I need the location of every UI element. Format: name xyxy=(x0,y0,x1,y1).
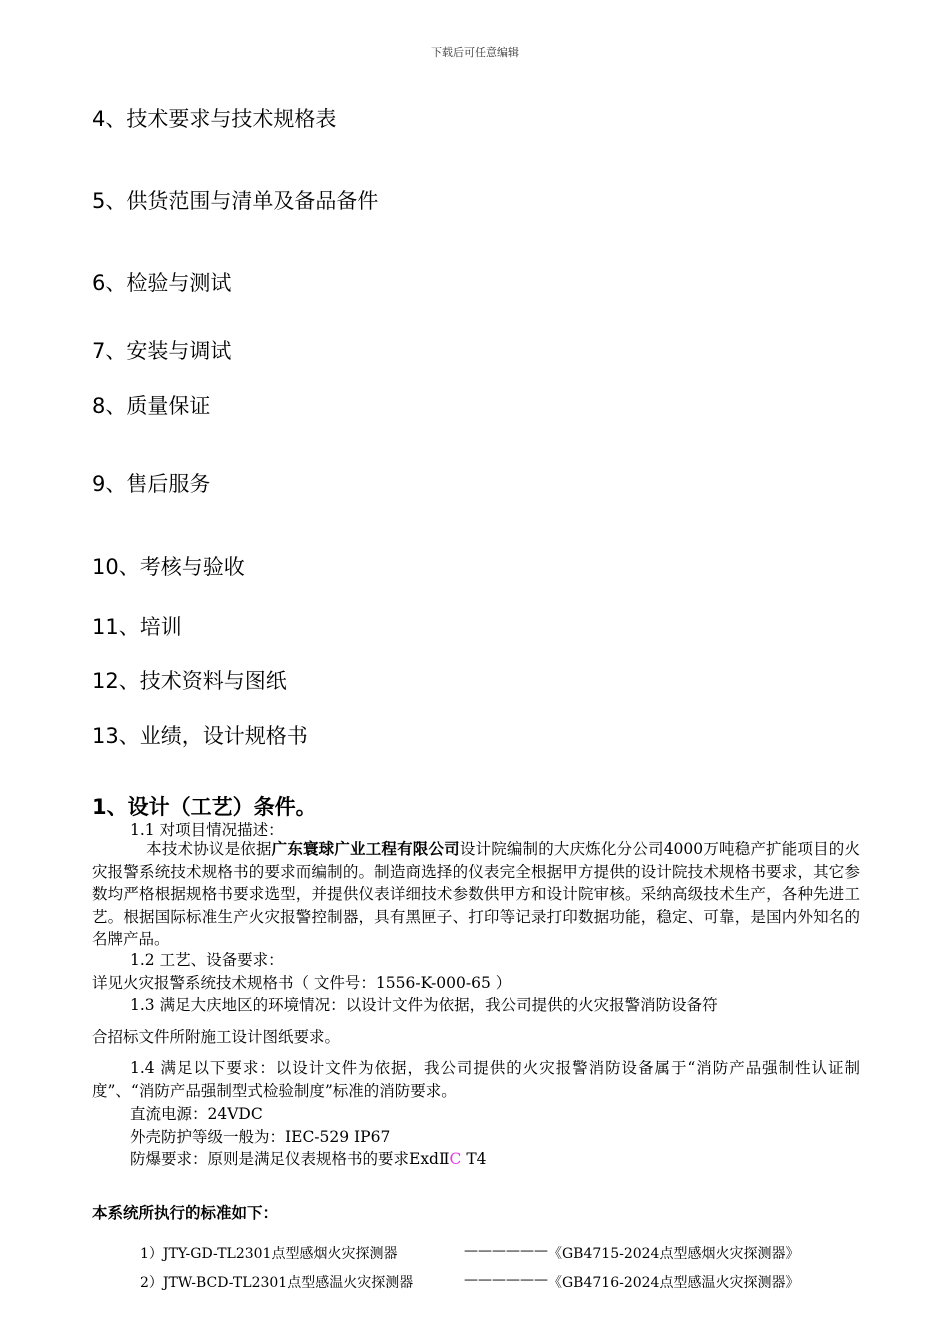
ex-temp-class: T4 xyxy=(461,1150,487,1168)
company-name: 广东寰球广业工程有限公司 xyxy=(271,840,460,858)
toc-item-11: 11、培训 xyxy=(92,615,182,639)
ex-gas-group: C xyxy=(449,1150,462,1168)
subsection-1-1: 1.1 对项目情况描述： xyxy=(130,821,284,839)
toc-item-12: 12、技术资料与图纸 xyxy=(92,669,287,693)
paragraph-lead: 本技术协议是依据 xyxy=(146,840,272,858)
ex-prefix: 防爆要求：原则是满足仪表规格书的要求ExdⅡ xyxy=(130,1150,450,1168)
paragraph-project-description xyxy=(92,838,860,951)
toc-item-8: 8、质量保证 xyxy=(92,394,211,418)
toc-item-13: 13、业绩，设计规格书 xyxy=(92,724,308,748)
toc-item-6: 6、检验与测试 xyxy=(92,271,232,295)
standard-product-1: 1）JTY-GD-TL2301点型感烟火灾探测器 xyxy=(140,1246,398,1262)
standard-product-2: 2）JTW-BCD-TL2301点型感温火灾探测器 xyxy=(140,1275,414,1291)
page-header: 下载后可任意编辑 xyxy=(431,46,519,59)
subsection-1-3-line1: 1.3 满足大庆地区的环境情况：以设计文件为依据，我公司提供的火灾报警消防设备符 xyxy=(130,996,718,1014)
toc-item-7: 7、安装与调试 xyxy=(92,339,232,363)
section-heading: 1、设计（工艺）条件。 xyxy=(92,795,317,819)
explosion-proof-requirement xyxy=(130,1147,487,1169)
subsection-1-2: 1.2 工艺、设备要求： xyxy=(130,951,284,969)
enclosure-requirement: 外壳防护等级一般为：IEC-529 IP67 xyxy=(130,1128,391,1146)
standard-name-2: 《GB4716-2024点型感温火灾探测器》 xyxy=(548,1275,800,1291)
standard-dash-2: —————— xyxy=(464,1272,548,1288)
toc-item-9: 9、售后服务 xyxy=(92,472,211,496)
toc-item-4: 4、技术要求与技术规格表 xyxy=(92,107,337,131)
standard-dash-1: —————— xyxy=(464,1243,548,1259)
standard-name-1: 《GB4715-2024点型感烟火灾探测器》 xyxy=(548,1246,800,1262)
subsection-1-4 xyxy=(92,1057,860,1102)
power-requirement: 直流电源：24VDC xyxy=(130,1105,263,1123)
toc-item-5: 5、供货范围与清单及备品备件 xyxy=(92,189,379,213)
toc-item-10: 10、考核与验收 xyxy=(92,555,245,579)
standards-title: 本系统所执行的标准如下： xyxy=(92,1204,279,1222)
subsection-1-3-line2: 合招标文件所附施工设计图纸要求。 xyxy=(92,1028,341,1046)
subsection-1-2-detail: 详见火灾报警系统技术规格书（ 文件号：1556-K-000-65 ） xyxy=(92,974,512,992)
subsection-1-4-text: 1.4 满足以下要求：以设计文件为依据，我公司提供的火灾报警消防设备属于“消防产品强制性认证制度”、“消防产品强制型式检验制度”标准的消防要求。 xyxy=(92,1059,860,1100)
paragraph-rest: 设计院编制的大庆炼化分公司4000万吨稳产扩能项目的火灾报警系统技术规格书的要求而编制的。制造商选择的仪表完全根据甲方提供的设计院技术规格书要求，其它参数均严格根据规格书要求选型，并提供仪表详细技术参数供甲方和设计院审核。采纳高级技术生产，各种先进工艺。根据国际标准生产火灾报警控制器，具有黑匣子、打印等记录打印数据功能，稳定、可靠，是国内外知名的名牌产品。 xyxy=(92,840,860,948)
